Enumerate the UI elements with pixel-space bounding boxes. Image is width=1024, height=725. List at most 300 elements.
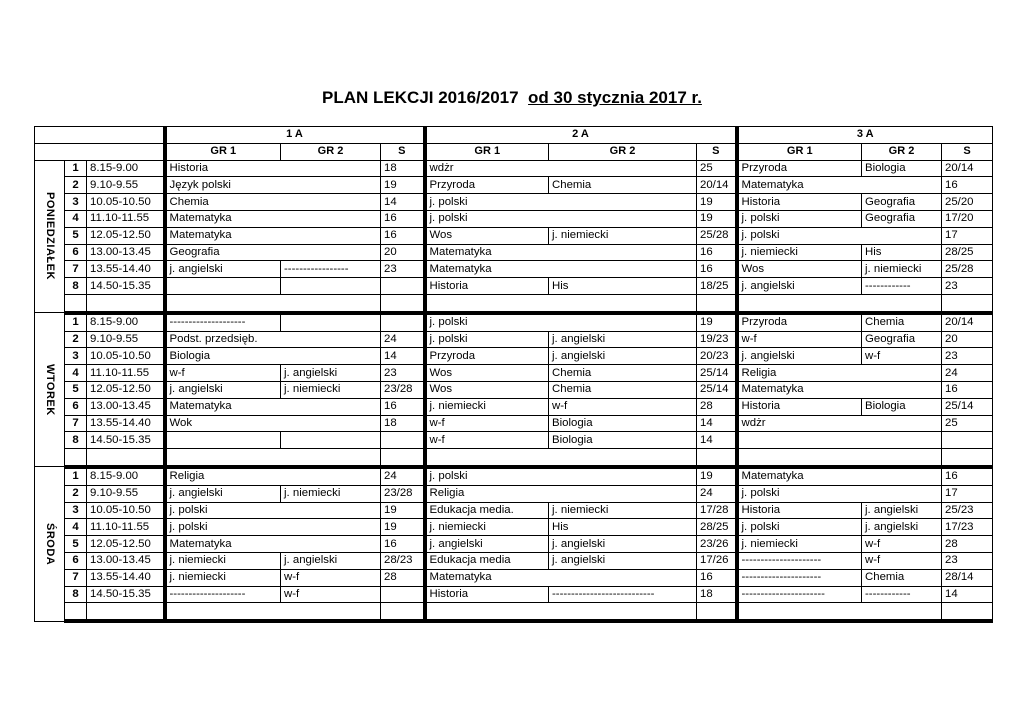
room-cell: 23 — [942, 348, 993, 365]
room-cell: 19 — [381, 519, 425, 536]
day-separator-row — [35, 449, 993, 467]
subject-cell — [737, 432, 942, 449]
room-cell: 28/25 — [942, 244, 993, 261]
subject-cell: Matematyka — [425, 569, 697, 586]
lesson-time: 12.05-12.50 — [87, 536, 165, 553]
subject-gr1: Historia — [737, 398, 862, 415]
subject-cell: j. polski — [737, 485, 942, 502]
subject-gr1: Przyroda — [737, 160, 862, 177]
room-cell: 16 — [942, 177, 993, 194]
empty-cell — [87, 449, 165, 467]
lesson-number: 6 — [65, 398, 87, 415]
gr2-header: GR 2 — [549, 143, 697, 160]
room-cell: 20/23 — [697, 348, 737, 365]
empty-cell — [425, 603, 697, 621]
lesson-row — [35, 331, 993, 348]
gr2-header: GR 2 — [862, 143, 942, 160]
lesson-number: 6 — [65, 244, 87, 261]
subject-gr2: Biologia — [862, 160, 942, 177]
lesson-time: 10.05-10.50 — [87, 194, 165, 211]
room-cell: 25/28 — [942, 261, 993, 278]
lesson-number: 2 — [65, 177, 87, 194]
subject-gr2: j. niemiecki — [862, 261, 942, 278]
lesson-row — [35, 210, 993, 227]
lesson-number: 5 — [65, 381, 87, 398]
room-cell: 16 — [697, 569, 737, 586]
subject-gr1: Przyroda — [425, 348, 549, 365]
subject-cell: j. polski — [165, 519, 381, 536]
room-cell: 19 — [697, 210, 737, 227]
room-cell: 19 — [697, 194, 737, 211]
lesson-time: 13.55-14.40 — [87, 569, 165, 586]
lesson-number: 5 — [65, 536, 87, 553]
empty-cell — [737, 294, 942, 312]
lesson-row — [35, 485, 993, 502]
subject-gr2: w-f — [862, 348, 942, 365]
lesson-number: 4 — [65, 210, 87, 227]
lesson-number: 3 — [65, 348, 87, 365]
lesson-number: 1 — [65, 160, 87, 177]
room-cell: 24 — [381, 331, 425, 348]
empty-cell — [942, 449, 993, 467]
room-cell: 28/25 — [697, 519, 737, 536]
schedule-table — [34, 126, 993, 623]
subject-gr2: Biologia — [862, 398, 942, 415]
subject-gr1: Edukacja media — [425, 552, 549, 569]
subject-cell: Matematyka — [425, 261, 697, 278]
subject-cell: j. polski — [425, 210, 697, 227]
subject-gr2: Geografia — [862, 331, 942, 348]
room-cell: 28 — [942, 536, 993, 553]
subject-cell: j. polski — [737, 227, 942, 244]
lesson-row — [35, 519, 993, 536]
lesson-number: 7 — [65, 415, 87, 432]
subject-gr1: j. polski — [737, 519, 862, 536]
subject-gr1: j. niemiecki — [425, 398, 549, 415]
day-label — [35, 313, 65, 467]
empty-cell — [425, 449, 697, 467]
lesson-number: 5 — [65, 227, 87, 244]
lesson-row — [35, 365, 993, 382]
room-cell — [381, 586, 425, 603]
room-header: S — [381, 143, 425, 160]
subject-cell: Wok — [165, 415, 381, 432]
empty-cell — [381, 449, 425, 467]
room-cell: 23 — [381, 261, 425, 278]
subject-gr1: j. polski — [737, 210, 862, 227]
subject-cell: Biologia — [165, 348, 381, 365]
room-cell: 25 — [942, 415, 993, 432]
subject-gr1: j. angielski — [165, 261, 281, 278]
subject-gr2: j. angielski — [862, 519, 942, 536]
empty-cell — [425, 294, 697, 312]
lesson-time: 12.05-12.50 — [87, 381, 165, 398]
subject-gr1: Historia — [737, 502, 862, 519]
subject-gr2 — [281, 432, 381, 449]
room-cell: 24 — [697, 485, 737, 502]
empty-cell — [697, 294, 737, 312]
subject-gr2: j. angielski — [281, 365, 381, 382]
subject-cell: j. polski — [165, 502, 381, 519]
corner-cell — [35, 143, 165, 160]
subject-gr2: --------------------------- — [549, 586, 697, 603]
room-cell: 16 — [697, 244, 737, 261]
lesson-number: 8 — [65, 586, 87, 603]
subject-gr2: Chemia — [549, 365, 697, 382]
room-cell: 20 — [381, 244, 425, 261]
subject-cell: Matematyka — [737, 467, 942, 485]
subject-gr1: Wos — [425, 227, 549, 244]
subject-gr2: j. niemiecki — [281, 381, 381, 398]
room-cell: 16 — [697, 261, 737, 278]
lesson-time: 10.05-10.50 — [87, 502, 165, 519]
lesson-time: 14.50-15.35 — [87, 432, 165, 449]
subject-gr2: w-f — [549, 398, 697, 415]
lesson-time: 13.55-14.40 — [87, 261, 165, 278]
lesson-row — [35, 415, 993, 432]
class-header: 2 A — [425, 127, 737, 144]
subject-gr2: j. niemiecki — [281, 485, 381, 502]
room-cell: 20/14 — [697, 177, 737, 194]
lesson-row — [35, 177, 993, 194]
subject-gr1: Wos — [737, 261, 862, 278]
subject-gr1: Historia — [425, 586, 549, 603]
lesson-time: 11.10-11.55 — [87, 365, 165, 382]
subject-cell: Podst. przedsięb. — [165, 331, 381, 348]
room-cell: 17/26 — [697, 552, 737, 569]
subject-cell: Matematyka — [737, 177, 942, 194]
subject-gr2: Biologia — [549, 432, 697, 449]
lesson-row — [35, 467, 993, 485]
subject-gr1: j. angielski — [165, 381, 281, 398]
room-header: S — [942, 143, 993, 160]
subject-gr2: j. angielski — [281, 552, 381, 569]
page-title — [0, 88, 1024, 108]
lesson-time: 8.15-9.00 — [87, 160, 165, 177]
lesson-row — [35, 398, 993, 415]
subject-gr1 — [165, 432, 281, 449]
empty-cell — [165, 294, 381, 312]
lesson-row — [35, 227, 993, 244]
lesson-time: 13.00-13.45 — [87, 244, 165, 261]
lesson-time: 11.10-11.55 — [87, 210, 165, 227]
room-cell: 19/23 — [697, 331, 737, 348]
subject-gr1: j. niemiecki — [165, 552, 281, 569]
room-cell: 25/23 — [942, 502, 993, 519]
room-cell — [381, 313, 425, 331]
subject-gr2: j. angielski — [862, 502, 942, 519]
empty-cell — [65, 294, 87, 312]
room-cell: 19 — [381, 502, 425, 519]
subject-gr2: Chemia — [862, 313, 942, 331]
lesson-number: 2 — [65, 485, 87, 502]
subject-gr2: Chemia — [549, 177, 697, 194]
room-cell: 25/14 — [697, 365, 737, 382]
empty-cell — [697, 603, 737, 621]
subject-gr2: Chemia — [862, 569, 942, 586]
subject-cell: j. polski — [425, 467, 697, 485]
lesson-number: 4 — [65, 365, 87, 382]
subject-gr2: j. angielski — [549, 348, 697, 365]
subject-gr2 — [281, 278, 381, 295]
lesson-time: 8.15-9.00 — [87, 313, 165, 331]
lesson-number: 1 — [65, 313, 87, 331]
subject-gr1: j. angielski — [425, 536, 549, 553]
room-cell: 25/28 — [697, 227, 737, 244]
subject-gr2: ----------------- — [281, 261, 381, 278]
room-cell: 17 — [942, 485, 993, 502]
empty-cell — [381, 294, 425, 312]
room-cell: 18/25 — [697, 278, 737, 295]
room-cell: 17/23 — [942, 519, 993, 536]
lesson-row — [35, 244, 993, 261]
room-cell: 28/23 — [381, 552, 425, 569]
lesson-row — [35, 502, 993, 519]
subject-gr1: w-f — [165, 365, 281, 382]
room-cell: 18 — [697, 586, 737, 603]
lesson-row — [35, 348, 993, 365]
subject-gr1: -------------------- — [165, 586, 281, 603]
subject-cell: wdżr — [425, 160, 697, 177]
room-cell: 23/26 — [697, 536, 737, 553]
room-cell: 19 — [697, 313, 737, 331]
room-cell: 16 — [381, 398, 425, 415]
lesson-row — [35, 261, 993, 278]
lesson-time: 9.10-9.55 — [87, 485, 165, 502]
subject-gr1: --------------------- — [737, 569, 862, 586]
room-cell: 23 — [942, 278, 993, 295]
empty-cell — [737, 449, 942, 467]
subject-gr1: j. angielski — [737, 278, 862, 295]
subject-gr1: ---------------------- — [737, 586, 862, 603]
day-name: WTOREK — [44, 364, 56, 416]
empty-cell — [65, 603, 87, 621]
room-cell: 20/14 — [942, 160, 993, 177]
lesson-time: 11.10-11.55 — [87, 519, 165, 536]
room-cell: 18 — [381, 160, 425, 177]
subject-gr2: w-f — [281, 586, 381, 603]
lesson-number: 7 — [65, 261, 87, 278]
subject-cell: Matematyka — [165, 536, 381, 553]
subject-gr1: j. polski — [425, 331, 549, 348]
subject-gr2: j. angielski — [549, 552, 697, 569]
room-cell: 25/20 — [942, 194, 993, 211]
subject-cell: Matematyka — [165, 227, 381, 244]
subject-gr1: w-f — [425, 415, 549, 432]
room-cell: 20/14 — [942, 313, 993, 331]
lesson-time: 12.05-12.50 — [87, 227, 165, 244]
subject-cell: Religia — [425, 485, 697, 502]
room-cell: 19 — [381, 177, 425, 194]
subject-gr2: j. niemiecki — [549, 502, 697, 519]
subject-gr2: His — [549, 278, 697, 295]
lesson-time: 13.00-13.45 — [87, 398, 165, 415]
empty-cell — [737, 603, 942, 621]
lesson-time: 9.10-9.55 — [87, 331, 165, 348]
subject-gr1: Edukacja media. — [425, 502, 549, 519]
room-cell: 28 — [697, 398, 737, 415]
lesson-row — [35, 160, 993, 177]
room-cell: 23 — [381, 365, 425, 382]
room-cell: 17 — [942, 227, 993, 244]
lesson-row — [35, 552, 993, 569]
subject-gr2: w-f — [862, 536, 942, 553]
empty-cell — [87, 603, 165, 621]
title-prefix: PLAN LEKCJI 2016/2017 — [322, 88, 519, 107]
subject-gr1: j. niemiecki — [737, 244, 862, 261]
empty-cell — [381, 603, 425, 621]
room-cell: 17/28 — [697, 502, 737, 519]
subject-cell: j. polski — [425, 194, 697, 211]
lesson-row — [35, 536, 993, 553]
gr1-header: GR 1 — [425, 143, 549, 160]
room-cell: 19 — [697, 467, 737, 485]
subject-gr2: Geografia — [862, 194, 942, 211]
room-cell: 20 — [942, 331, 993, 348]
lesson-number: 3 — [65, 194, 87, 211]
subject-gr2: w-f — [281, 569, 381, 586]
subject-gr1: j. niemiecki — [425, 519, 549, 536]
subject-gr2: w-f — [862, 552, 942, 569]
lesson-time: 14.50-15.35 — [87, 278, 165, 295]
room-cell: 23/28 — [381, 381, 425, 398]
room-cell: 16 — [381, 210, 425, 227]
subject-gr1: Wos — [425, 365, 549, 382]
day-label — [35, 467, 65, 621]
room-cell: 25/14 — [697, 381, 737, 398]
room-cell: 14 — [381, 194, 425, 211]
subject-cell: Religia — [737, 365, 942, 382]
room-cell — [942, 432, 993, 449]
subject-gr2: j. niemiecki — [549, 227, 697, 244]
lesson-number: 8 — [65, 432, 87, 449]
subject-gr1: Historia — [737, 194, 862, 211]
lesson-number: 2 — [65, 331, 87, 348]
subject-gr1: -------------------- — [165, 313, 281, 331]
room-cell: 24 — [381, 467, 425, 485]
subject-gr1: Wos — [425, 381, 549, 398]
subject-gr2: j. angielski — [549, 536, 697, 553]
lesson-number: 6 — [65, 552, 87, 569]
subject-gr2: ------------ — [862, 586, 942, 603]
room-cell: 25/14 — [942, 398, 993, 415]
gr1-header: GR 1 — [165, 143, 281, 160]
subject-cell: Chemia — [165, 194, 381, 211]
day-label — [35, 160, 65, 313]
empty-cell — [165, 449, 381, 467]
lesson-number: 3 — [65, 502, 87, 519]
subject-gr2: j. angielski — [549, 331, 697, 348]
subject-gr2: Geografia — [862, 210, 942, 227]
subject-cell: Matematyka — [165, 398, 381, 415]
subject-gr1: j. niemiecki — [165, 569, 281, 586]
group-header-row — [35, 143, 993, 160]
gr2-header: GR 2 — [281, 143, 381, 160]
room-cell: 25 — [697, 160, 737, 177]
empty-cell — [942, 603, 993, 621]
lesson-row — [35, 313, 993, 331]
subject-gr1: w-f — [737, 331, 862, 348]
subject-cell: Geografia — [165, 244, 381, 261]
subject-cell: Matematyka — [425, 244, 697, 261]
subject-cell: Religia — [165, 467, 381, 485]
lesson-time: 13.00-13.45 — [87, 552, 165, 569]
subject-gr2: His — [549, 519, 697, 536]
lesson-row — [35, 194, 993, 211]
class-header: 3 A — [737, 127, 993, 144]
subject-gr1: w-f — [425, 432, 549, 449]
lesson-row — [35, 586, 993, 603]
lesson-time: 9.10-9.55 — [87, 177, 165, 194]
subject-gr1: --------------------- — [737, 552, 862, 569]
room-cell — [381, 278, 425, 295]
day-separator-row — [35, 294, 993, 312]
empty-cell — [165, 603, 381, 621]
room-cell: 24 — [942, 365, 993, 382]
subject-cell: Matematyka — [165, 210, 381, 227]
subject-gr2 — [281, 313, 381, 331]
empty-cell — [942, 294, 993, 312]
subject-gr2: ------------ — [862, 278, 942, 295]
subject-gr2: His — [862, 244, 942, 261]
room-cell: 16 — [381, 536, 425, 553]
room-cell: 14 — [942, 586, 993, 603]
subject-cell: wdżr — [737, 415, 942, 432]
room-cell: 14 — [697, 415, 737, 432]
subject-gr1: Przyroda — [737, 313, 862, 331]
lesson-number: 4 — [65, 519, 87, 536]
room-cell: 14 — [381, 348, 425, 365]
room-cell: 14 — [697, 432, 737, 449]
empty-cell — [87, 294, 165, 312]
lesson-time: 13.55-14.40 — [87, 415, 165, 432]
subject-cell: Matematyka — [737, 381, 942, 398]
class-header: 1 A — [165, 127, 425, 144]
subject-gr1 — [165, 278, 281, 295]
room-cell: 16 — [942, 381, 993, 398]
subject-cell: j. polski — [425, 313, 697, 331]
room-cell: 18 — [381, 415, 425, 432]
lesson-row — [35, 569, 993, 586]
lesson-row — [35, 278, 993, 295]
subject-gr2: Chemia — [549, 381, 697, 398]
subject-gr1: j. niemiecki — [737, 536, 862, 553]
empty-cell — [697, 449, 737, 467]
room-cell: 23 — [942, 552, 993, 569]
room-cell: 17/20 — [942, 210, 993, 227]
subject-gr1: j. angielski — [737, 348, 862, 365]
lesson-time: 8.15-9.00 — [87, 467, 165, 485]
room-cell: 28 — [381, 569, 425, 586]
room-header: S — [697, 143, 737, 160]
subject-gr1: j. angielski — [165, 485, 281, 502]
subject-cell: Historia — [165, 160, 381, 177]
day-separator-row — [35, 603, 993, 621]
lesson-number: 1 — [65, 467, 87, 485]
day-name: PONIEDZIAŁEK — [44, 192, 56, 281]
lesson-number: 8 — [65, 278, 87, 295]
room-cell: 28/14 — [942, 569, 993, 586]
lesson-row — [35, 381, 993, 398]
day-name: ŚRODA — [44, 522, 56, 566]
room-cell: 16 — [381, 227, 425, 244]
room-cell — [381, 432, 425, 449]
gr1-header: GR 1 — [737, 143, 862, 160]
lesson-number: 7 — [65, 569, 87, 586]
empty-cell — [65, 449, 87, 467]
subject-gr1: Historia — [425, 278, 549, 295]
room-cell: 23/28 — [381, 485, 425, 502]
